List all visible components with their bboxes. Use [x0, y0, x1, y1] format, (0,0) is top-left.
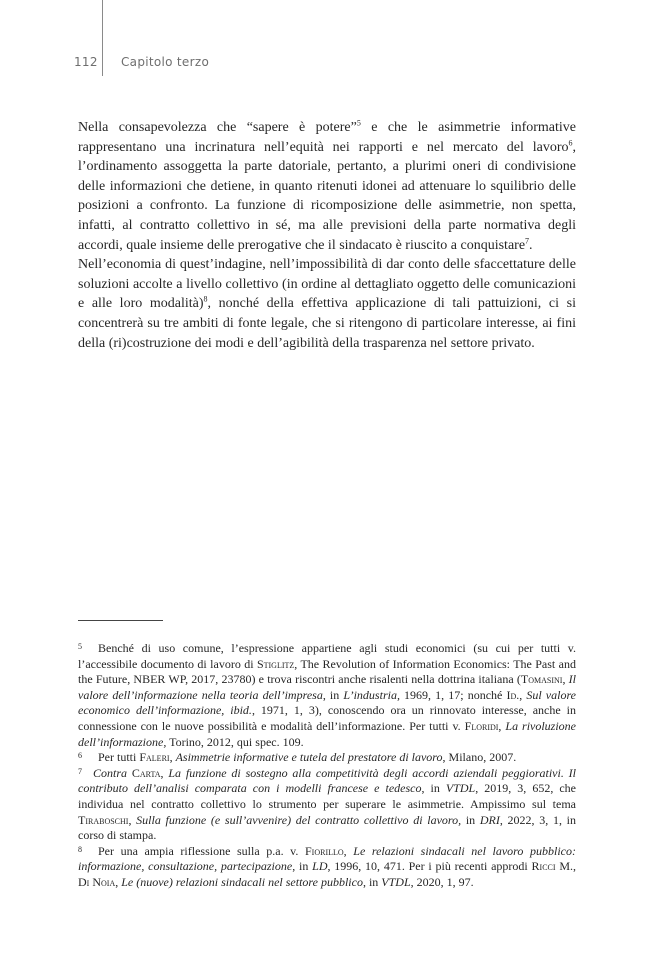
- text-run: , 1996, 10, 471. Per i più recenti approdi: [327, 859, 532, 874]
- author-name: Tiraboschi: [78, 812, 129, 827]
- text-run: , 2020, 1, 97.: [410, 874, 474, 889]
- footnote-ref-6[interactable]: 6: [568, 137, 573, 147]
- text-run: Nella consapevolezza che “sapere è potere”: [78, 120, 357, 135]
- text-run: Torino, 2012, qui spec. 109.: [166, 734, 304, 749]
- work-title: Il valore dell’informazione nella teoria dell’impresa: [78, 672, 577, 702]
- text-run: 1969, 1, 17; nonché: [399, 687, 507, 702]
- text-run: , 1971, 1, 3), conoscendo ora un rinnovato interesse, anche in connessione con le nuove possibilità e modalità dell’informazione. Per tutti v.: [78, 703, 576, 733]
- footnote-ref-5[interactable]: 5: [356, 118, 361, 128]
- text-run: , Milano, 2007.: [442, 750, 517, 765]
- header-vertical-rule: [102, 0, 103, 76]
- text-run: , 2019, 3, 652, che individua nel contratto collettivo lo strumento per superare le asimmetrie. Ampissimo sul tema: [78, 781, 576, 811]
- text-run: ,: [169, 750, 176, 765]
- journal-title: VTDL: [381, 874, 411, 889]
- text-run: ,: [519, 687, 527, 702]
- main-text: [78, 118, 576, 353]
- text-run: Per una ampia riflessione sulla p.a. v.: [98, 843, 305, 858]
- text-run: ,: [498, 718, 506, 733]
- text-run: Contra: [93, 765, 132, 780]
- chapter-title: Capitolo terzo: [121, 55, 210, 69]
- text-run: , l’ordinamento assoggetta la parte datoriale, pertanto, a plurimi oneri di condivisione delle informazioni che detiene, in quanto ritenuti idonei ad attenuare lo squilibrio delle posizioni a confronto. La funzione di ricomposizione delle asimmetrie, non spetta, infatti, al contratto collettivo in sé, ma alle previsioni della parte normativa degli accordi, quale insieme delle prerogative che il sindacato è riuscito a conquistare: [78, 139, 576, 253]
- footnote-number: 5: [78, 642, 82, 651]
- footnotes: [78, 641, 576, 891]
- text-run: , in: [362, 874, 382, 889]
- text-run: , nonché della effettiva applicazione di tali pattuizioni, ci si concentrerà su tre ambiti di fonte legale, che si ritengono di particolare interesse, ai fini della (ri)costruzione dei modi e dell’agibilità della trasparenza nel settore privato.: [78, 296, 576, 351]
- work-title: La rivoluzione dell’informazione,: [78, 718, 577, 749]
- author-name: Id.: [506, 687, 520, 702]
- footnote-7: [78, 766, 576, 844]
- text-run: , in: [292, 859, 313, 874]
- author-name: Tomasini: [520, 672, 563, 687]
- footnote-number: 7: [78, 766, 82, 776]
- text-run: , in: [322, 687, 344, 702]
- text-run: .: [529, 237, 533, 253]
- work-title: Le (nuove) relazioni sindacali nel settore pubblico: [121, 874, 363, 889]
- text-run: , The Revolution of Information Economics: The Past and the Future, NBER WP, 2017, 23780) e trova riscontri anche risalenti nella dottrina italiana (: [78, 656, 576, 687]
- work-title: La funzione di sostegno alla competitività degli accordi aziendali peggiorativi. Il contributo dell’analisi comparata con i modelli francese e tedesco: [78, 765, 576, 796]
- page-number: 112: [74, 55, 98, 69]
- text-run: Per tutti: [98, 750, 140, 765]
- text-run: Benché di uso comune, l’espressione appartiene agli studi economici (su cui per tutti v. l’accessibile documento di lavoro di: [78, 641, 576, 671]
- text-run: in: [461, 812, 480, 827]
- text-run: ,: [115, 874, 122, 889]
- footnote-number: 8: [78, 844, 82, 854]
- work-title: Sulla funzione (e sull’avvenire) del contratto collettivo di lavoro,: [136, 812, 462, 827]
- text-run: ,: [128, 812, 137, 827]
- author-name: Floridi: [464, 718, 499, 733]
- work-title: Le relazioni sindacali nel lavoro pubblico: informazione, consultazione, partecipazione: [78, 843, 576, 874]
- journal-title: LD: [312, 859, 328, 874]
- footnote-number: 6: [78, 751, 82, 761]
- journal-title: DRI: [479, 812, 500, 827]
- journal-title: L’industria,: [343, 687, 400, 702]
- work-title: Sul valore economico dell’informazione, ibid.: [78, 687, 577, 718]
- paragraph-2: [78, 255, 576, 353]
- work-title: Asimmetrie informative e tutela del prestatore di lavoro: [175, 750, 443, 765]
- footnote-ref-7[interactable]: 7: [525, 235, 530, 245]
- text-run: e che le asimmetrie informative rappresentano una incrinatura nell’equità nei rapporti e nel mercato del lavoro: [78, 120, 576, 155]
- author-name: Fiorillo: [305, 843, 344, 858]
- footnote-8: [78, 844, 576, 891]
- text-run: , in: [421, 781, 446, 796]
- footnote-ref-8[interactable]: 8: [203, 294, 208, 304]
- journal-title: VTDL: [445, 781, 476, 796]
- text-run: ,: [160, 765, 169, 780]
- text-run: ,: [562, 672, 569, 687]
- paragraph-1: [78, 118, 576, 255]
- footnote-6: [78, 750, 576, 766]
- author-name: Faleri: [139, 750, 170, 765]
- footnote-5: [78, 641, 576, 750]
- author-name: Ricci M., Di Noia: [78, 859, 576, 889]
- text-run: ,: [343, 843, 354, 858]
- text-run: Nell’economia di quest’indagine, nell’impossibilità di dar conto delle sfaccettature delle soluzioni accolte a livello collettivo (in ordine al dettagliato oggetto delle comunicazioni e alle loro modalità): [78, 257, 576, 312]
- author-name: Stiglitz: [256, 656, 295, 671]
- author-name: Carta: [131, 765, 161, 780]
- text-run: , 2022, 3, 1, in corso di stampa.: [78, 812, 576, 843]
- footnote-separator: [78, 620, 163, 621]
